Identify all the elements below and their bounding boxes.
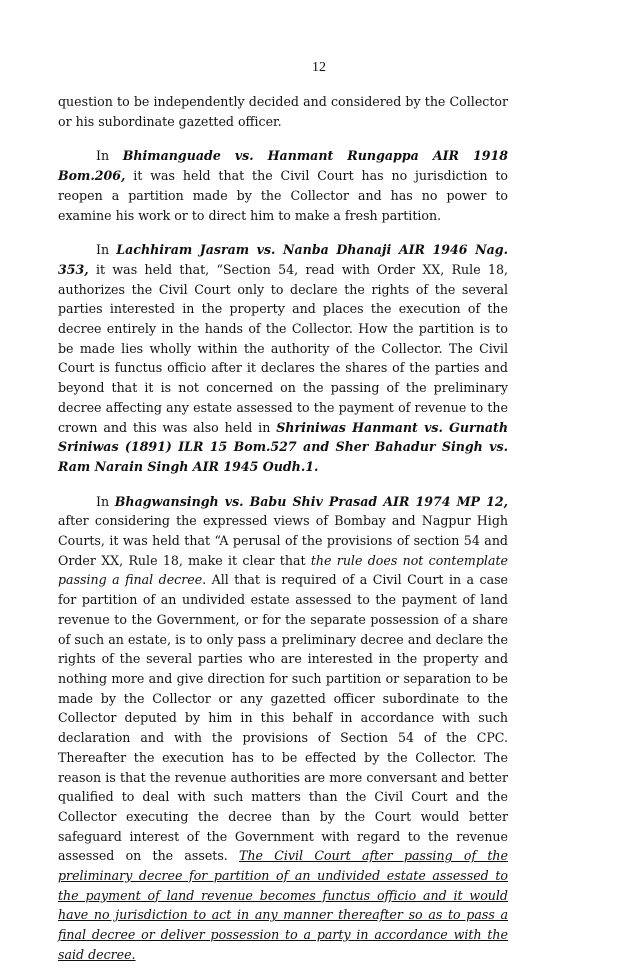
paragraph-lead: In bbox=[96, 493, 115, 509]
paragraph-1 bbox=[58, 92, 508, 131]
paragraph-lead: In bbox=[96, 148, 123, 164]
paragraph-4 bbox=[58, 492, 508, 965]
paragraph-text: question to be independently decided and considered by the Collector or his subordinate gazetted officer. bbox=[58, 94, 508, 129]
paragraph-3 bbox=[58, 240, 508, 476]
case-citation-secondary: Shriniwas Hanmant vs. Gurnath Sriniwas (1891) ILR 15 Bom.527 and Sher Bahadur Singh vs. Ram Narain Singh AIR 1945 Oudh.1. bbox=[58, 419, 508, 474]
document-body bbox=[58, 92, 508, 980]
case-citation: Bhagwansingh vs. Babu Shiv Prasad AIR 1974 MP 12, bbox=[114, 493, 508, 509]
paragraph-lead: In bbox=[96, 242, 117, 258]
paragraph-text: it was held that the Civil Court has no jurisdiction to reopen a partition made by the Collector and has no power to examine his work or to direct him to make a fresh partition. bbox=[58, 168, 508, 223]
paragraph-text: after considering the expressed views of Bombay and Nagpur High Courts, it was held that “A perusal of the provisions of section 54 and Order XX, Rule 18, make it clear that bbox=[58, 513, 508, 568]
paragraph-text: it was held that, “Section 54, read with Order XX, Rule 18, authorizes the Civil Court only to declare the rights of the several parties interested in the property and places the execution of the decree entirely in the hands of the Collector. How the partition is to be made lies wholly within the authority of the Collector. The Civil Court is functus officio after it declares the shares of the parties and beyond that it is not concerned on the passing of the preliminary decree affecting any estate assessed to the payment of revenue to the crown and this was also held in bbox=[58, 261, 508, 435]
case-citation: Bhimanguade vs. Hanmant Rungappa AIR 1918 Bom.206, bbox=[58, 148, 508, 184]
page-number: 12 bbox=[312, 60, 326, 75]
italic-quote: the rule does not contemplate passing a final decree bbox=[58, 552, 508, 588]
underlined-holding: The Civil Court after passing of the preliminary decree for partition of an undivided estate assessed to the payment of land revenue becomes functus officio and it would have no jurisdiction to act in any manner thereafter so as to pass a final decree or deliver possession to a party in accordance with the said decree. bbox=[58, 848, 508, 962]
paragraph-2 bbox=[58, 146, 508, 225]
case-citation: Lachhiram Jasram vs. Nanba Dhanaji AIR 1946 Nag. 353, bbox=[58, 242, 508, 277]
paragraph-text-continued: . All that is required of a Civil Court in a case for partition of an undivided estate assessed to the payment of land revenue to the Government, or for the separate possession of a share of such an estate, is to only pass a preliminary decree and declare the rights of the several parties who are interested in the property and nothing more and give direction for such partition or separation to be made by the Collector or any gazetted officer subordinate to the Collector deputed by him in this behalf in accordance with such declaration and with the provisions of Section 54 of the CPC. Thereafter the execution has to be effected by the Collector. The reason is that the revenue authorities are more conversant and better qualified to deal with such matters than the Civil Court and the Collector executing the decree than by the Court would better safeguard interest of the Government with regard to the revenue assessed on the assets. bbox=[58, 572, 508, 864]
